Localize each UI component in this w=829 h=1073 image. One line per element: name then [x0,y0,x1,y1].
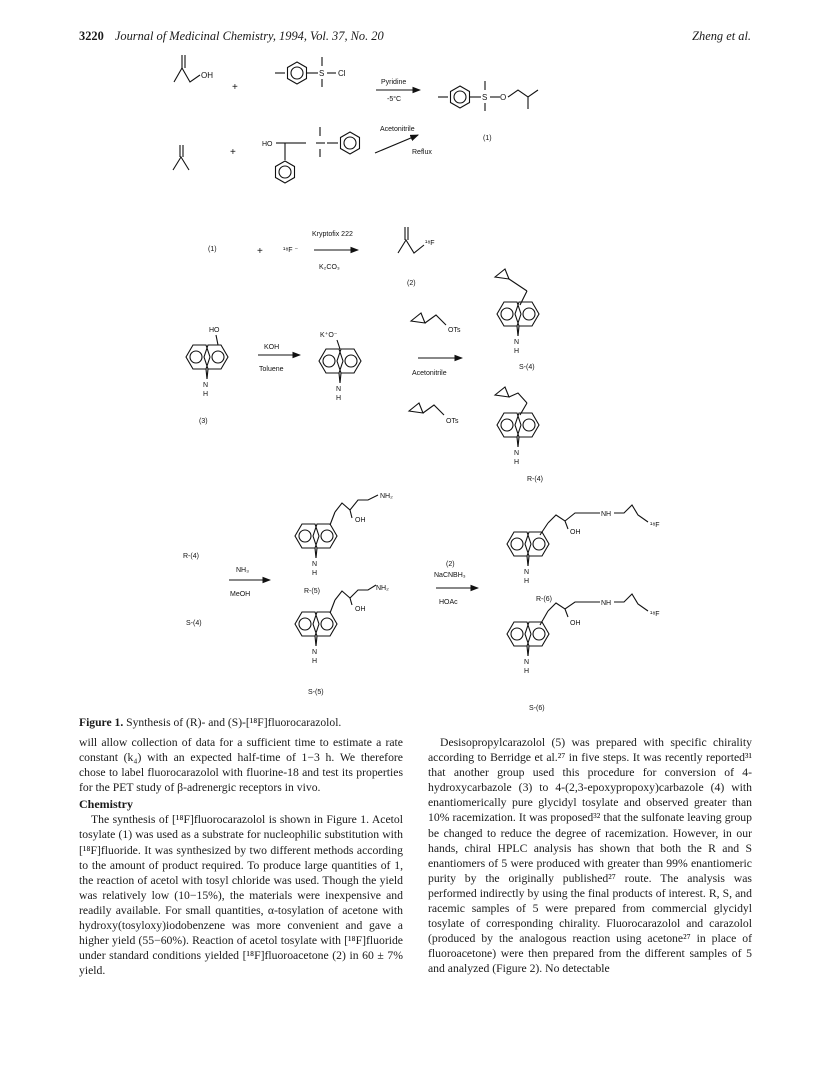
label-nh2-s5: NH₂ [376,585,389,592]
reagent-acetonitrile-2: Acetonitrile [412,370,447,377]
label-oh: OH [201,71,213,80]
desisopropylcarazolol-paragraph: Desisopropylcarazolol (5) was prepared with specific chirality according to Berridge et al.²⁷ in five steps. It was recently reported³¹ that another group used this procedure for conversion of 4-hydroxycarbazole (3) to 4-(2,3-epoxypropoxy)carbazole (4) with enantiomerically pure glycidyl tosylate and observed greater than 10% racemization. It was proposed³² that the sulfonate leaving group be changed to reduce the degree of racemization. However, in our hands, chiral HPLC analysis has shown that both the R and S enantiomers of 5 were produced with greater than 99% enantiomeric purity by the originally published²⁷ route. The analysis was performed indirectly by using the final products of interest. R, S, and racemic samples of 5 were prepared from commercial glycidyl tosylate of corresponding chirality. Fluorocarazolol and carazolol (produced by the analogous reaction using acetone²⁷ in place of fluoroacetone) were then prepared from the different samples of 5 and analyzed (Figure 2). No detectable [428,736,752,976]
label-f18-r6: ¹⁸F [650,522,660,529]
label-nh-r6: NH [601,511,612,518]
label-h-r6: H [524,578,530,585]
s4-epoxypropoxycarbazole [495,269,539,355]
s6-structure [507,594,660,675]
glycidyl-tosylate-s [411,313,461,334]
glycidyl-tosylate-r [409,403,459,425]
label-cl: Cl [338,69,346,78]
tosyl-chloride-structure [275,57,346,87]
label-n-s6: N [524,659,530,666]
label-nh2-r5: NH₂ [380,493,393,500]
right-text-column [428,735,752,977]
s5-structure [295,585,389,665]
reagent-acetonitrile: Acetonitrile [380,126,415,133]
label-n-s5: N [312,649,318,656]
reagent-koh: KOH [264,344,280,351]
acetol-tosylate-structure [438,81,538,111]
reagent-reflux: Reflux [412,149,432,156]
arrow-nh3 [229,567,270,598]
label-h-s6: H [524,668,530,675]
label-h-r5: H [312,570,318,577]
compound-r4-ref: R-(4) [183,553,199,560]
r6-structure [507,505,660,585]
arrow-koh [258,344,300,373]
compound-s5-label: S-(5) [308,689,324,696]
chemistry-paragraph: The synthesis of [¹⁸F]fluorocarazolol is shown in Figure 1. Acetol tosylate (1) was used as a substrate for nucleophilic substitution with [¹⁸F]fluoride. It was synthesized by two different methods according to the amount of product required. To produce large quantities of 1, the reaction of acetol with tosyl chloride was used. Though the yield was relatively low (10−15%), the materials were inexpensive and readily available. For small quantities, α-tosylation of acetone with hydroxy(tosyloxy)iodobenzene was more convenient and gave a higher yield (55−60%). Reaction of acetol tosylate with [¹⁸F]fluoride under standard conditions yielded [¹⁸F]fluoroacetone (2) in 60 ± 7% yield. [79,813,403,978]
left-text-column [79,735,403,978]
label-s: S [319,69,325,78]
running-authors: Zheng et al. [692,29,751,43]
compound-r5-label: R-(5) [304,588,320,595]
label-ko: K⁺O⁻ [320,332,338,339]
label-o: O [500,93,507,102]
label-n-4: N [514,450,520,457]
compound-s6-label: S-(6) [529,705,545,712]
arrow-kryptofix [312,231,358,271]
r5-structure [295,493,393,577]
row-amination [183,493,660,712]
arrow-pyridine [376,79,420,103]
figure-caption [79,716,409,729]
plus-sign-2: + [230,147,236,158]
label-h-3: H [514,348,520,355]
plus-sign-3: + [257,246,263,257]
acetol-structure [174,55,213,82]
left-intro-paragraph: will allow collection of data for a sufficient time to estimate a rate constant (k₄) with an expected half-time of 1−3 h. We therefore chose to label fluorocarazolol with fluorine-18 and test its properties for the PET study of β-adrenergic receptors in vivo. [79,736,403,795]
reagent-toluene: Toluene [259,366,284,373]
label-nh-s6: NH [601,600,612,607]
reagent-hoac: HOAc [439,599,458,606]
compound-2-label: (2) [407,280,416,287]
label-ots-2: OTs [446,418,459,425]
figure-caption-text: Synthesis of (R)- and (S)-[¹⁸F]fluorocarazolol. [123,716,342,729]
compound-3-label: (3) [199,418,208,425]
row-epoxide-formation [186,269,543,483]
label-oh-s5: OH [355,606,366,613]
label-h-s5: H [312,658,318,665]
label-n-r5: N [312,561,318,568]
label-f18-s6: ¹⁸F [650,611,660,618]
label-h-2: H [336,395,342,402]
compound-s4-label: S-(4) [519,364,535,371]
compound-s4-ref: S-(4) [186,620,202,627]
reagent-kryptofix: Kryptofix 222 [312,231,353,238]
label-h-4: H [514,459,520,466]
hydroxycarbazole-structure [186,327,228,398]
journal-citation: Journal of Medicinal Chemistry, 1994, Vol. 37, No. 20 [114,29,384,43]
plus-sign: + [232,82,238,93]
compound-r4-label: R-(4) [527,476,543,483]
compound-r6-label: R-(6) [536,596,552,603]
label-ho: HO [262,141,273,148]
reagent-k2co3: K₂CO₃ [319,264,340,271]
reagent-nacnbh3: NaCNBH₃ [434,572,466,579]
label-s-2: S [482,93,488,102]
carbazole-phenoxide-structure [319,331,361,402]
fluoroacetone-structure [398,227,435,253]
label-ots: OTs [448,327,461,334]
arrow-acetonitrile-2 [412,358,462,377]
synthesis-scheme-figure [0,45,829,715]
row-fluorination [208,227,435,287]
label-h: H [203,391,209,398]
section-heading-chemistry: Chemistry [79,797,133,812]
label-ho-2: HO [209,327,220,334]
reagent-pyridine: Pyridine [381,79,407,86]
label-oh-r6: OH [570,529,581,536]
label-oh-r5: OH [355,517,366,524]
arrow-acetonitrile [375,126,432,156]
page-number: 3220 [79,29,104,43]
compound-1-label: (1) [483,135,492,142]
figure-caption-label: Figure 1. [79,716,124,729]
label-n-r6: N [524,569,530,576]
reagent-temp: -5°C [387,96,402,103]
reagent-nh3: NH₃ [236,567,249,574]
r4-epoxypropoxycarbazole [495,387,539,466]
label-n: N [203,382,209,389]
compound-1-ref: (1) [208,246,217,253]
label-f18: ¹⁸F [425,240,435,247]
label-n-2: N [336,386,342,393]
row-acetone-tosylation [173,126,432,183]
row-acetol-tosylation [174,55,538,142]
acetone-structure [173,145,189,170]
label-fluoride-anion: ¹⁸F ⁻ [283,247,299,254]
arrow-reductive-amination [434,561,478,606]
reagent-compound-2: (2) [446,561,455,568]
reagent-meoh: MeOH [230,591,251,598]
label-n-3: N [514,339,520,346]
htib-structure [262,127,360,183]
label-oh-s6: OH [570,620,581,627]
